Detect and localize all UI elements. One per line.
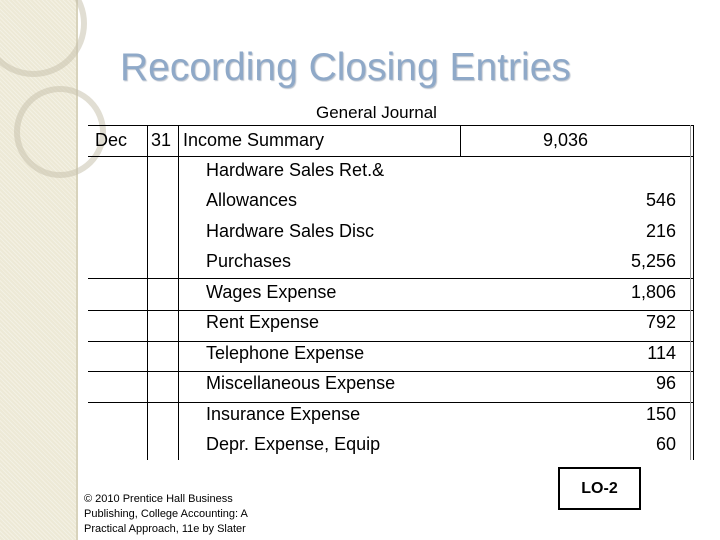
journal-debit: 9,036 [542, 130, 588, 150]
journal-account: Insurance Expense [206, 404, 361, 424]
decorative-sidebar [0, 0, 78, 540]
column-rule [178, 125, 179, 460]
column-rule [147, 125, 148, 460]
copyright-footer: © 2010 Prentice Hall Business Publishing, College Accounting: A Practical Approach, 11e by Slater [84, 493, 248, 535]
sidebar-edge [76, 0, 78, 540]
journal-account: Hardware Sales Ret.& [206, 160, 385, 180]
journal-account: Miscellaneous Expense [206, 373, 396, 393]
journal-credit: 150 [645, 404, 676, 424]
journal-credit: 546 [645, 190, 676, 210]
date-day: 31 [151, 130, 172, 150]
journal-account: Hardware Sales Disc [206, 221, 375, 241]
journal-account: Rent Expense [206, 312, 320, 332]
journal-credit: 60 [655, 434, 676, 454]
journal-credit: 792 [645, 312, 676, 332]
journal-credit: 216 [645, 221, 676, 241]
journal-account: Depr. Expense, Equip [206, 434, 381, 454]
journal-credit: 96 [655, 373, 676, 393]
journal-title: General Journal [316, 103, 437, 122]
journal-right-border-shade [690, 125, 691, 460]
date-month: Dec [95, 130, 128, 150]
slide-title: Recording Closing Entries [120, 46, 571, 89]
journal-account: Allowances [206, 190, 298, 210]
general-journal-table [88, 125, 694, 460]
journal-account: Income Summary [183, 130, 325, 150]
column-rule [460, 125, 461, 156]
journal-credit: 114 [647, 343, 676, 363]
learning-objective-badge: LO-2 [558, 467, 641, 510]
journal-credit: 5,256 [630, 251, 676, 271]
journal-right-border [693, 125, 694, 460]
journal-credit: 1,806 [630, 282, 676, 302]
journal-account: Purchases [206, 251, 292, 271]
journal-account: Telephone Expense [206, 343, 365, 363]
journal-account: Wages Expense [206, 282, 337, 302]
